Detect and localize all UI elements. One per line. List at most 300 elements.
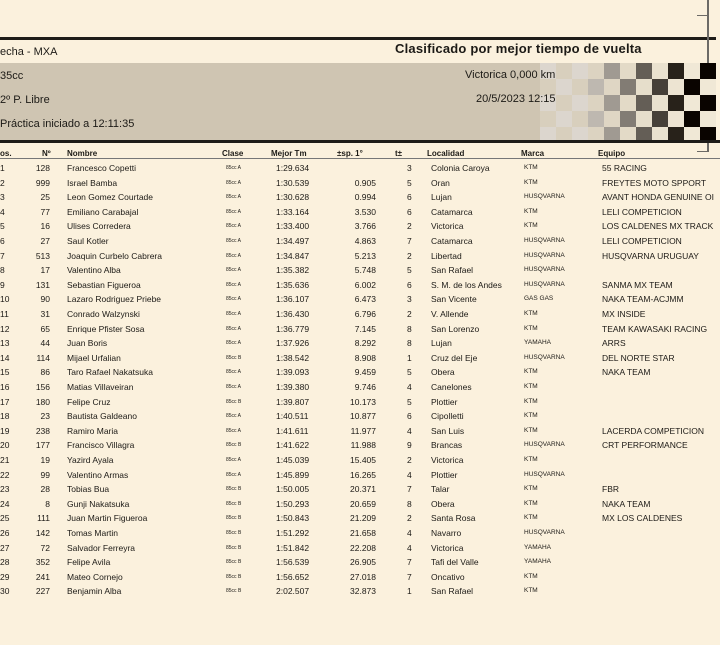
row-best-time: 1:39.380 [276, 382, 310, 392]
row-team: AVANT HONDA GENUINE OI [602, 192, 714, 203]
row-laps: 1 [407, 586, 412, 597]
row-location: Navarro [431, 528, 462, 538]
row-number: 131 [35, 279, 50, 290]
row-laps: 6 [407, 411, 412, 422]
row-laps: 2 [407, 309, 412, 319]
row-number: 44 [40, 338, 50, 349]
row-team: LELI COMPETICION [602, 236, 682, 246]
table-row [0, 453, 720, 467]
row-best-time: 1:45.899 [276, 469, 310, 480]
row-gap: 11.988 [350, 440, 376, 451]
row-laps: 7 [407, 557, 412, 568]
table-row [0, 468, 720, 482]
checker-square [620, 79, 636, 95]
checker-square [636, 79, 652, 95]
table-row [0, 307, 720, 321]
row-laps: 1 [407, 352, 412, 363]
col-laps: t± [395, 149, 403, 158]
row-brand: YAMAHA [524, 558, 551, 566]
col-name: Nombre [67, 149, 98, 158]
row-location: Oncativo [431, 571, 465, 582]
row-class: 85cc A [226, 311, 242, 317]
row-gap: 20.371 [350, 484, 376, 495]
row-gap: 7.145 [354, 323, 376, 334]
row-number: 999 [35, 177, 50, 188]
checker-square [556, 111, 572, 127]
row-number: 25 [40, 192, 50, 203]
checker-square [604, 63, 620, 79]
row-position: 14 [0, 352, 10, 363]
table-row [0, 336, 720, 350]
row-laps: 4 [407, 542, 412, 553]
row-rider-name: Conrado Walzynski [67, 309, 140, 319]
row-class: 85cc A [226, 413, 242, 420]
row-team: LOS CALDENES MX TRACK [602, 221, 714, 232]
row-team: MX INSIDE [602, 309, 646, 319]
row-gap: 5.748 [354, 265, 376, 276]
row-class: 85cc B [226, 588, 242, 595]
row-class: 85cc B [226, 398, 242, 405]
row-rider-name: Francesco Copetti [67, 163, 136, 173]
row-position: 21 [0, 455, 10, 465]
checker-square [588, 79, 604, 95]
row-position: 25 [0, 513, 10, 524]
row-gap: 16.265 [350, 469, 376, 480]
row-rider-name: Valentino Armas [67, 469, 129, 480]
table-row [0, 424, 720, 438]
table-row [0, 190, 720, 204]
row-best-time: 1:39.807 [276, 396, 310, 407]
checker-square [700, 111, 716, 127]
table-row [0, 365, 720, 379]
row-location: San Rafael [431, 586, 474, 597]
row-location: Obera [431, 498, 455, 509]
row-number: 72 [40, 542, 50, 553]
row-laps: 4 [407, 528, 412, 538]
row-laps: 2 [407, 513, 412, 524]
row-gap: 10.173 [350, 396, 376, 407]
row-rider-name: Tomas Martin [67, 528, 119, 538]
row-position: 28 [0, 557, 10, 568]
table-row [0, 278, 720, 292]
row-best-time: 1:39.093 [276, 367, 310, 378]
row-team: LACERDA COMPETICION [602, 425, 705, 436]
row-position: 8 [0, 265, 5, 276]
row-best-time: 1:35.636 [276, 279, 310, 290]
table-row [0, 511, 720, 525]
row-team: NAKA TEAM [602, 367, 651, 378]
row-brand: KTM [524, 456, 538, 463]
row-location: Plottier [431, 396, 458, 407]
row-position: 5 [0, 221, 5, 232]
row-best-time: 1:35.382 [276, 265, 310, 276]
row-number: 227 [35, 586, 50, 597]
row-location: Catamarca [431, 236, 473, 246]
row-number: 241 [35, 571, 50, 582]
checker-square [588, 63, 604, 79]
row-laps: 5 [407, 396, 412, 407]
col-team: Equipo [598, 149, 626, 158]
row-rider-name: Israel Bamba [67, 177, 118, 188]
table-row [0, 409, 720, 423]
row-location: Catamarca [431, 206, 473, 217]
row-best-time: 1:56.652 [276, 571, 310, 582]
row-brand: HUSQVARNA [524, 251, 565, 259]
checker-square [652, 95, 668, 111]
row-best-time: 1:29.634 [276, 163, 310, 173]
row-gap: 20.659 [350, 498, 376, 509]
row-location: S. M. de los Andes [431, 279, 502, 290]
row-number: 27 [40, 236, 50, 246]
row-class: 85cc A [226, 252, 242, 259]
row-best-time: 1:41.622 [276, 440, 310, 451]
checker-square [604, 95, 620, 111]
row-team: 55 RACING [602, 163, 647, 173]
row-laps: 2 [407, 221, 412, 232]
row-class: 85cc A [226, 369, 242, 376]
table-row [0, 482, 720, 496]
row-position: 16 [0, 382, 10, 392]
row-laps: 6 [407, 206, 412, 217]
row-number: 180 [35, 396, 50, 407]
row-location: Lujan [431, 192, 452, 203]
col-gap: ±sp. 1° [337, 149, 363, 158]
row-location: San Luis [431, 425, 465, 436]
row-position: 30 [0, 586, 10, 597]
row-rider-name: Gunji Nakatsuka [67, 498, 130, 509]
row-location: Cipolletti [431, 411, 464, 422]
row-brand: GAS GAS [524, 295, 554, 303]
table-row [0, 555, 720, 569]
row-gap: 6.473 [354, 294, 376, 305]
table-row [0, 234, 720, 248]
row-location: Libertad [431, 250, 462, 261]
row-best-time: 1:51.292 [276, 528, 310, 538]
row-laps: 4 [407, 469, 412, 480]
checker-square [588, 111, 604, 127]
checker-square [620, 95, 636, 111]
row-position: 29 [0, 571, 10, 582]
checker-square [636, 95, 652, 111]
row-best-time: 1:51.842 [276, 542, 310, 553]
row-class: 85cc A [226, 427, 242, 434]
row-class: 85cc A [226, 208, 242, 215]
col-brand: Marca [521, 149, 545, 158]
row-class: 85cc A [226, 384, 242, 390]
checker-square [572, 63, 588, 79]
row-best-time: 1:33.164 [276, 206, 310, 217]
row-number: 114 [36, 352, 50, 363]
row-location: San Lorenzo [431, 323, 480, 334]
row-number: 156 [35, 382, 50, 392]
row-brand: HUSQVARNA [524, 280, 565, 288]
row-number: 99 [40, 469, 50, 480]
col-number: Nº [42, 149, 51, 158]
row-position: 10 [0, 294, 10, 305]
row-number: 86 [40, 367, 50, 378]
row-best-time: 1:41.611 [276, 425, 309, 436]
row-rider-name: Mijael Urfalian [67, 352, 121, 363]
row-location: Brancas [431, 440, 463, 451]
row-number: 8 [45, 498, 50, 509]
row-position: 17 [0, 396, 10, 407]
row-laps: 6 [407, 192, 412, 203]
row-position: 19 [0, 425, 10, 436]
table-row [0, 263, 720, 277]
row-class: 85cc A [226, 165, 242, 171]
row-class: 85cc A [226, 223, 242, 230]
row-rider-name: Salvador Ferreyra [67, 542, 136, 553]
row-brand: KTM [524, 485, 538, 493]
row-position: 12 [0, 323, 10, 334]
row-location: Talar [431, 484, 450, 495]
row-gap: 22.208 [350, 542, 376, 553]
row-team: DEL NORTE STAR [602, 352, 675, 363]
row-brand: HUSQVARNA [524, 470, 565, 478]
row-brand: KTM [524, 368, 538, 376]
row-number: 65 [40, 323, 50, 334]
row-brand: YAMAHA [524, 543, 551, 551]
row-rider-name: Lazaro Rodriguez Priebe [67, 294, 162, 305]
row-gap: 10.877 [350, 411, 376, 422]
row-brand: KTM [524, 412, 538, 420]
row-rider-name: Ramiro Maria [67, 425, 119, 436]
row-brand: KTM [524, 324, 538, 332]
row-position: 11 [0, 309, 9, 319]
row-laps: 5 [407, 367, 412, 378]
row-number: 19 [40, 455, 50, 465]
table-row [0, 570, 720, 584]
row-best-time: 1:50.005 [276, 484, 310, 495]
row-location: Colonia Caroya [431, 163, 490, 173]
row-position: 18 [0, 411, 10, 422]
event-name: echa - MXA [0, 46, 58, 58]
row-number: 17 [40, 265, 50, 276]
row-rider-name: Leon Gomez Courtade [67, 192, 153, 203]
row-team: HUSQVARNA URUGUAY [602, 250, 699, 261]
row-best-time: 2:02.507 [276, 586, 310, 597]
row-laps: 4 [407, 425, 412, 436]
row-gap: 9.459 [354, 367, 376, 378]
row-rider-name: Matias Villaveiran [67, 382, 134, 392]
row-number: 90 [40, 294, 50, 305]
table-row [0, 541, 720, 555]
row-best-time: 1:40.511 [276, 411, 309, 422]
row-rider-name: Saul Kotler [67, 236, 109, 246]
row-number: 128 [35, 163, 50, 173]
checker-square [668, 79, 684, 95]
row-gap: 3.766 [354, 221, 376, 232]
row-class: 85cc B [226, 530, 242, 536]
row-position: 26 [0, 528, 10, 538]
table-row [0, 161, 720, 175]
row-position: 15 [0, 367, 10, 378]
row-laps: 7 [407, 236, 412, 246]
row-brand: HUSQVARNA [524, 237, 565, 244]
row-rider-name: Ulises Corredera [67, 221, 131, 232]
row-number: 16 [40, 221, 50, 232]
row-laps: 5 [407, 265, 412, 276]
row-brand: HUSQVARNA [524, 529, 565, 536]
row-rider-name: Benjamin Alba [67, 586, 122, 597]
row-gap: 15.405 [350, 455, 376, 465]
row-number: 352 [35, 557, 50, 568]
row-laps: 7 [407, 571, 412, 582]
session-name: 2º P. Libre [0, 94, 50, 106]
row-best-time: 1:34.497 [276, 236, 310, 246]
row-location: San Vicente [431, 294, 477, 305]
row-position: 23 [0, 484, 10, 495]
row-best-time: 1:50.293 [276, 498, 310, 509]
checker-square [620, 63, 636, 79]
row-class: 85cc A [226, 267, 242, 274]
checker-square [556, 79, 572, 95]
row-brand: KTM [524, 426, 538, 434]
row-number: 23 [40, 411, 50, 422]
row-number: 513 [35, 250, 50, 261]
row-brand: KTM [524, 310, 538, 317]
row-team: NAKA TEAM [602, 498, 651, 509]
row-location: Lujan [431, 338, 452, 349]
row-position: 20 [0, 440, 10, 451]
table-row [0, 219, 720, 233]
row-rider-name: Juan Boris [67, 338, 108, 349]
row-position: 27 [0, 542, 10, 553]
row-rider-name: Yazird Ayala [67, 455, 114, 465]
row-brand: KTM [524, 207, 538, 215]
checker-square [668, 111, 684, 127]
row-location: San Rafael [431, 265, 474, 276]
checker-square [604, 111, 620, 127]
row-team: LELI COMPETICION [602, 206, 682, 217]
row-location: Oran [431, 177, 450, 188]
checker-square [668, 95, 684, 111]
row-location: Canelones [431, 382, 472, 392]
row-best-time: 1:34.847 [276, 250, 310, 261]
checker-square [700, 79, 716, 95]
row-gap: 21.658 [350, 528, 376, 538]
row-laps: 2 [407, 250, 412, 261]
table-row [0, 380, 720, 394]
row-gap: 21.209 [350, 513, 376, 524]
checker-square [572, 111, 588, 127]
row-best-time: 1:36.430 [276, 309, 310, 319]
row-best-time: 1:38.542 [276, 352, 310, 363]
row-number: 111 [37, 513, 50, 524]
row-class: 85cc B [226, 515, 242, 522]
table-row [0, 497, 720, 511]
row-location: V. Allende [431, 309, 469, 319]
row-class: 85cc A [226, 281, 242, 288]
row-brand: KTM [524, 572, 538, 580]
table-row [0, 322, 720, 336]
row-brand: KTM [524, 164, 538, 171]
checker-square [700, 95, 716, 111]
checker-square [556, 95, 572, 111]
row-class: 85cc A [226, 238, 242, 244]
row-brand: KTM [524, 514, 538, 522]
checker-square [604, 79, 620, 95]
row-team: MX LOS CALDENES [602, 513, 683, 524]
checker-square [652, 111, 668, 127]
row-laps: 2 [407, 455, 412, 465]
checker-square [668, 63, 684, 79]
row-laps: 9 [407, 440, 412, 451]
row-laps: 7 [407, 484, 412, 495]
row-laps: 4 [407, 382, 412, 392]
row-location: Obera [431, 367, 455, 378]
row-team: NAKA TEAM-ACJMM [602, 294, 684, 305]
row-class: 85cc A [226, 325, 242, 332]
row-class: 85cc B [226, 544, 242, 551]
row-best-time: 1:36.107 [276, 294, 310, 305]
row-gap: 3.530 [354, 206, 376, 217]
row-brand: HUSQVARNA [524, 266, 565, 274]
row-team: CRT PERFORMANCE [602, 440, 688, 451]
checkered-flag-graphic [540, 63, 712, 141]
row-class: 85cc A [226, 340, 242, 347]
checker-square [540, 111, 556, 127]
row-position: 9 [0, 279, 5, 290]
row-position: 22 [0, 469, 10, 480]
row-number: 77 [40, 206, 50, 217]
table-row [0, 526, 720, 540]
page-edge-tick [697, 151, 709, 152]
row-gap: 27.018 [350, 571, 376, 582]
row-team: SANMA MX TEAM [602, 279, 673, 290]
row-rider-name: Joaquin Curbelo Cabrera [67, 250, 162, 261]
row-brand: KTM [524, 587, 538, 595]
row-team: ARRS [602, 338, 626, 349]
checker-square [652, 79, 668, 95]
row-rider-name: Felipe Cruz [67, 396, 111, 407]
row-position: 13 [0, 338, 10, 349]
session-start: Práctica iniciado a 12:11:35 [0, 118, 135, 130]
row-brand: HUSQVARNA [524, 193, 565, 201]
row-laps: 3 [407, 163, 412, 173]
row-number: 28 [40, 484, 50, 495]
row-laps: 8 [407, 338, 412, 349]
row-position: 24 [0, 498, 10, 509]
checker-square [588, 95, 604, 111]
row-brand: KTM [524, 499, 538, 507]
row-brand: KTM [524, 222, 538, 230]
row-brand: KTM [524, 397, 538, 405]
row-gap: 11.977 [350, 425, 376, 436]
row-gap: 8.292 [354, 338, 376, 349]
row-rider-name: Juan Martin Figueroa [67, 513, 148, 524]
row-laps: 6 [407, 279, 412, 290]
column-header-divider [0, 158, 720, 159]
col-best-time: Mejor Tm [271, 149, 307, 158]
row-class: 85cc A [226, 296, 242, 303]
checker-square [684, 111, 700, 127]
row-gap: 6.002 [354, 279, 376, 290]
row-best-time: 1:33.400 [276, 221, 310, 232]
checker-square [572, 79, 588, 95]
row-brand: HUSQVARNA [524, 441, 565, 449]
row-position: 6 [0, 236, 5, 246]
row-gap: 8.908 [354, 352, 376, 363]
row-position: 3 [0, 192, 5, 203]
row-location: Victorica [431, 221, 464, 232]
table-row [0, 584, 720, 598]
row-class: 85cc A [226, 457, 242, 463]
row-team: TEAM KAWASAKI RACING [602, 323, 708, 334]
col-location: Localidad [427, 149, 465, 158]
checker-square [684, 79, 700, 95]
row-position: 4 [0, 206, 5, 217]
